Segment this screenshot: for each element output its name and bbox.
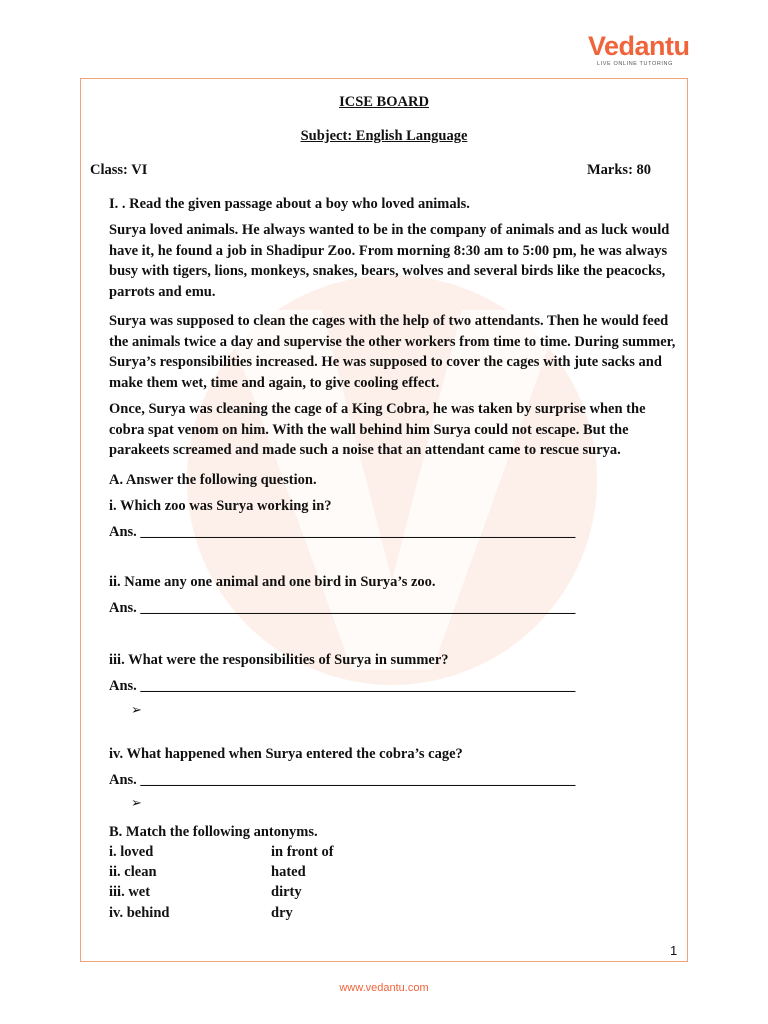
part-b-heading: B. Match the following antonyms. (109, 824, 318, 840)
arrow-bullet-icon: ➢ (131, 795, 142, 810)
page-number: 1 (670, 943, 678, 958)
section-heading: I. . Read the given passage about a boy who loved animals. (109, 196, 470, 212)
class-label: Class: VI (90, 162, 148, 178)
marks-label: Marks: 80 (587, 162, 652, 178)
footer-website-link[interactable]: www.vedantu.com (339, 982, 429, 994)
match-left-item: iv. behind (109, 905, 170, 921)
board-title: ICSE BOARD (339, 94, 429, 110)
answer-line: Ans. ____________________________________________________________ (109, 600, 576, 616)
question: i. Which zoo was Surya working in? (109, 498, 332, 514)
answer-line: Ans. ____________________________________________________________ (109, 524, 576, 540)
passage-paragraph: Surya loved animals. He always wanted to be in the company of animals and as luck would have it, he found a job in Shadipur Zoo. From morning 8:30 am to 5:00 pm, he was always busy with tigers, lions, monkeys, snakes, bears, wolves and several birds like the peacocks, parrots and emu. (109, 222, 670, 300)
passage-paragraph: Once, Surya was cleaning the cage of a King Cobra, he was taken by surprise when the cobra spat venom on him. With the wall behind him Surya could not escape. But the parakeets screamed and made such a noise that an attendant came to rescue surya. (109, 401, 646, 459)
question: iii. What were the responsibilities of Surya in summer? (109, 652, 449, 668)
logo-text: Vedantu (588, 31, 690, 61)
match-left-item: ii. clean (109, 864, 157, 880)
part-a-heading: A. Answer the following question. (109, 472, 317, 488)
match-left-item: iii. wet (109, 884, 151, 900)
question: ii. Name any one animal and one bird in Surya’s zoo. (109, 574, 436, 590)
match-right-item: in front of (271, 844, 334, 860)
vedantu-logo (588, 30, 688, 72)
match-left-item: i. loved (109, 844, 154, 860)
match-right-item: dry (271, 905, 293, 921)
answer-line: Ans. ____________________________________________________________ (109, 678, 576, 694)
passage-paragraph: Surya was supposed to clean the cages with the help of two attendants. Then he would feed the animals twice a day and supervise the other workers from time to time. During summer, Surya’s responsibilities increased. He was supposed to cover the cages with jute sacks and make them wet, time and again, to give cooling effect. (109, 313, 676, 391)
match-right-item: dirty (271, 884, 302, 900)
answer-line: Ans. ____________________________________________________________ (109, 772, 576, 788)
arrow-bullet-icon: ➢ (131, 702, 142, 717)
subject-title: Subject: English Language (300, 128, 468, 144)
question: iv. What happened when Surya entered the cobra’s cage? (109, 746, 463, 762)
logo-tagline: LIVE ONLINE TUTORING (597, 61, 673, 67)
match-right-item: hated (271, 864, 306, 880)
